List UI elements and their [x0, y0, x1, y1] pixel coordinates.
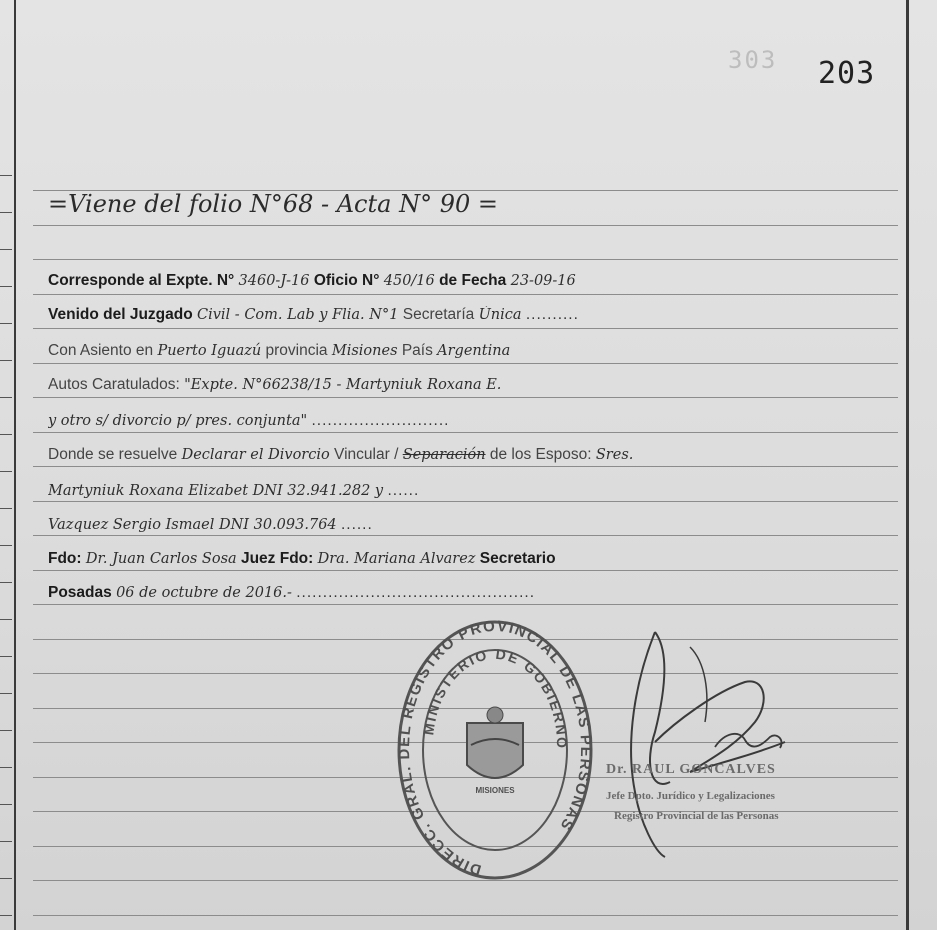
- ruled-line: [33, 604, 898, 605]
- ruled-line: [33, 501, 898, 502]
- signatory-title: Jefe Dpto. Jurídico y Legalizaciones: [606, 790, 775, 802]
- value-sres: Sres.: [595, 447, 634, 463]
- value-juez: Dr. Juan Carlos Sosa: [85, 551, 237, 567]
- value-posadas-date: 06 de octubre de 2016.-: [116, 585, 292, 601]
- margin-tick: [0, 175, 12, 176]
- value-spouse-1: Martyniuk Roxana Elizabet DNI 32.941.282 y: [48, 483, 384, 499]
- margin-tick: [0, 841, 12, 842]
- margin-tick: [0, 730, 12, 731]
- ruled-line: [33, 432, 898, 433]
- margin-tick: [0, 767, 12, 768]
- form-line-expediente: [48, 272, 828, 290]
- margin-tick: [0, 286, 12, 287]
- label-secretario: Secretario: [479, 550, 556, 567]
- margin-tick: [0, 693, 12, 694]
- label-esposos: de los Esposo:: [489, 446, 592, 463]
- value-autos-cont: y otro s/ divorcio p/ pres. conjunta": [48, 413, 308, 429]
- margin-tick: [0, 212, 12, 213]
- margin-tick: [0, 915, 12, 916]
- margin-tick: [0, 804, 12, 805]
- label-secretaria: Secretaría: [402, 306, 475, 323]
- folio-number: 203: [818, 56, 876, 91]
- margin-tick: [0, 360, 12, 361]
- ruled-line: [33, 535, 898, 536]
- ruled-line: [33, 328, 898, 329]
- signatory-name: Dr. RAUL GONCALVES: [606, 762, 776, 777]
- label-fecha: de Fecha: [439, 272, 507, 289]
- label-autos: Autos Caratulados:: [48, 376, 180, 393]
- margin-tick: [0, 656, 12, 657]
- coat-of-arms-icon: [467, 707, 523, 778]
- ruled-line: [33, 259, 898, 260]
- label-posadas: Posadas: [48, 584, 112, 601]
- form-line-juzgado: Venido del Juzgado Civil - Com. Lab y Flia. N°1 Secretaría Única ..........: [48, 306, 579, 323]
- form-line-asiento: [48, 342, 828, 360]
- seal-inner-text: MINISTERIO DE GOBIERNO: [420, 645, 571, 751]
- label-asiento: Con Asiento en: [48, 342, 154, 359]
- value-juzgado: Civil - Com. Lab y Flia. N°1: [197, 307, 399, 323]
- value-resuelve: Declarar el Divorcio: [181, 447, 330, 463]
- form-line-autos: [48, 376, 828, 394]
- value-provincia: Misiones: [331, 343, 398, 359]
- seal-ring-text: DIRECC. GRAL. DEL REGISTRO PROVINCIAL DE LAS PERSONAS: [395, 617, 595, 879]
- label-resuelve: Donde se resuelve: [48, 446, 178, 463]
- label-expte: Corresponde al Expte. N°: [48, 272, 235, 289]
- value-asiento: Puerto Iguazú: [157, 343, 262, 359]
- ruled-line: [33, 466, 898, 467]
- value-separacion-struck: Separación: [402, 447, 486, 463]
- label-pais: País: [401, 342, 433, 359]
- form-line-firmas: [48, 550, 828, 568]
- value-pais: Argentina: [437, 343, 511, 359]
- margin-tick: [0, 249, 12, 250]
- label-fdo-juez: Fdo:: [48, 550, 82, 567]
- value-spouse-2: Vazquez Sergio Ismael DNI 30.093.764: [48, 517, 337, 533]
- right-margin-line: [906, 0, 909, 930]
- ruled-line: [33, 915, 898, 916]
- header-note: =Viene del folio N°68 - Acta N° 90 =: [48, 190, 498, 218]
- margin-tick: [0, 434, 12, 435]
- label-provincia: provincia: [265, 342, 328, 359]
- margin-tick: [0, 508, 12, 509]
- margin-tick: [0, 545, 12, 546]
- label-juzgado: Venido del Juzgado: [48, 306, 193, 323]
- handwritten-signature: [595, 622, 825, 862]
- label-oficio: Oficio N°: [313, 272, 380, 289]
- form-line-spouse-1: Martyniuk Roxana Elizabet DNI 32.941.282 y ......: [48, 482, 420, 499]
- value-secretario: Dra. Mariana Alvarez: [317, 551, 476, 567]
- value-secretaria: Única: [478, 307, 522, 323]
- value-expte: 3460-J-16: [238, 273, 310, 289]
- margin-tick: [0, 582, 12, 583]
- value-autos: "Expte. N°66238/15 - Martyniuk Roxana E.: [184, 377, 502, 393]
- ruled-line: [33, 225, 898, 226]
- value-fecha: 23-09-16: [510, 273, 576, 289]
- left-margin-line: [14, 0, 16, 930]
- margin-tick: [0, 878, 12, 879]
- form-line-spouse-2: Vazquez Sergio Ismael DNI 30.093.764 ......: [48, 516, 373, 533]
- margin-tick: [0, 323, 12, 324]
- seal-center-text: MISIONES: [475, 786, 515, 795]
- label-juez-fdo: Juez Fdo:: [240, 550, 314, 567]
- value-oficio: 450/16: [383, 273, 435, 289]
- ruled-line: [33, 363, 898, 364]
- label-vincular: Vincular /: [334, 446, 399, 463]
- margin-tick: [0, 619, 12, 620]
- official-seal: [395, 615, 595, 885]
- margin-tick: [0, 471, 12, 472]
- ruled-line: [33, 570, 898, 571]
- signatory-office: Registro Provincial de las Personas: [614, 810, 779, 822]
- margin-tick: [0, 397, 12, 398]
- ruled-line: [33, 294, 898, 295]
- form-line-posadas: Posadas 06 de octubre de 2016.- .............................................: [48, 584, 536, 601]
- faded-folio-stamp: 303: [728, 46, 778, 74]
- form-line-autos-cont: y otro s/ divorcio p/ pres. conjunta" ..........................: [48, 412, 450, 429]
- form-line-resuelve: [48, 446, 828, 464]
- ruled-line: [33, 397, 898, 398]
